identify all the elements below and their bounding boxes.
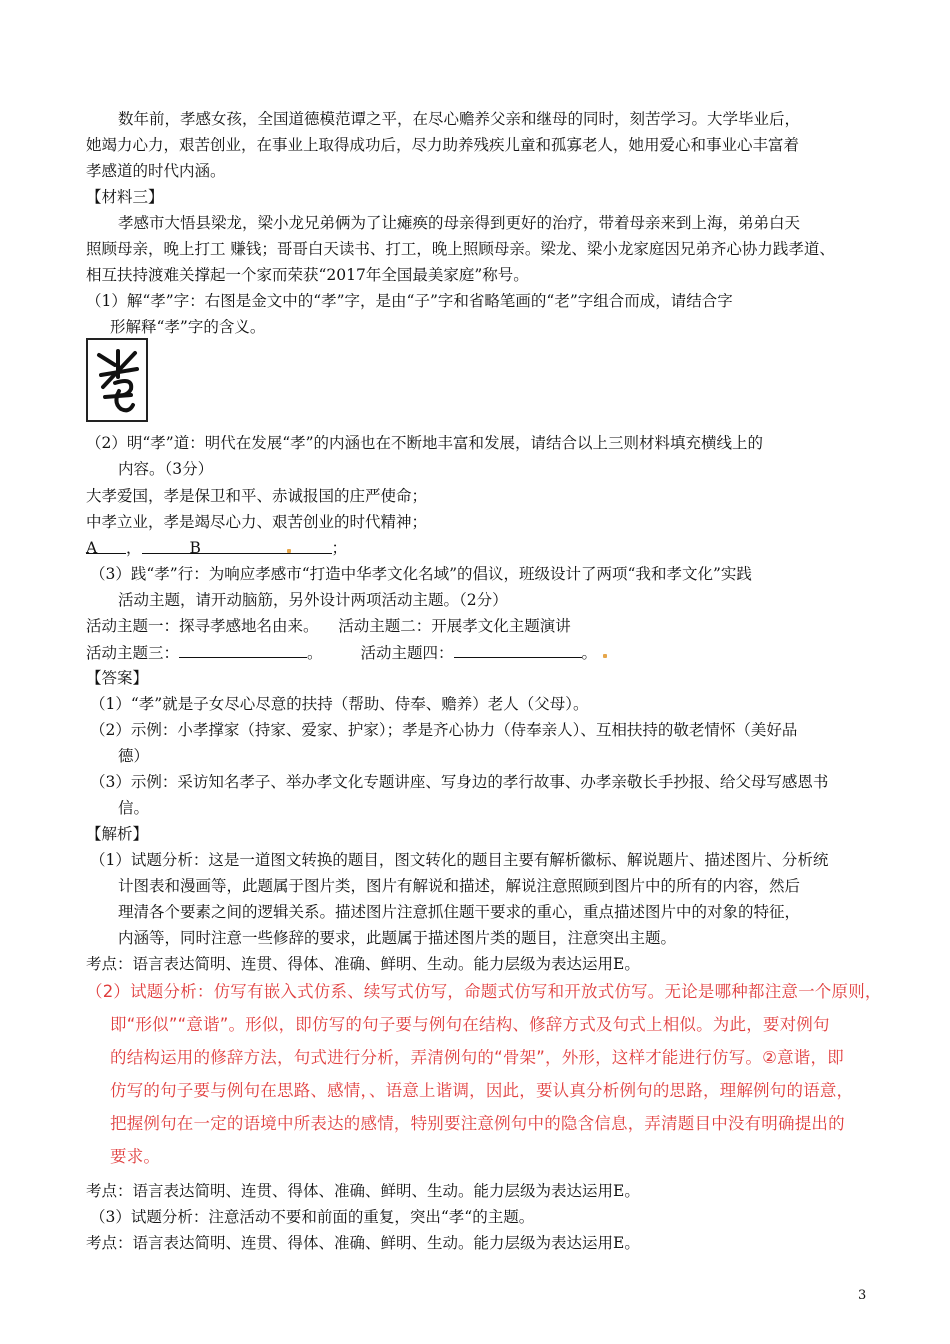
analysis-heading: 【解析】 xyxy=(86,825,149,843)
red-analysis-line: （2）试题分析：仿写有嵌入式仿系、续写式仿写，命题式仿写和开放式仿写。无论是哪种都注意一个原则， xyxy=(86,982,882,1001)
text-line: 照顾母亲，晚上打工 赚钱；哥哥白天读书、打工，晚上照顾母亲。梁龙、梁小龙家庭因兄弟齐心协力践孝道、 xyxy=(86,240,835,258)
text-line: 德） xyxy=(118,747,150,765)
answer-1: （1）“孝”就是子女尽心尽意的扶持（帮助、侍奉、赡养）老人（父母）。 xyxy=(90,695,589,713)
question-2: （2）明“孝”道：明代在发展“孝”的内涵也在不断地丰富和发展，请结合以上三则材料填充横线上的 xyxy=(86,434,764,452)
page-number: 3 xyxy=(858,1288,867,1303)
fill-blank-line: A ， B ； xyxy=(86,539,348,557)
answer-2: （2）示例：小孝撑家（持家、爱家、护家）；孝是齐心协力（侍奉亲人）、互相扶持的敬老情怀（美好品 xyxy=(90,721,798,739)
answer-heading: 【答案】 xyxy=(86,669,149,687)
analysis-3: （3）试题分析：注意活动不要和前面的重复，突出“孝“的主题。 xyxy=(90,1208,535,1226)
marker-dot xyxy=(603,654,607,658)
answer-3: （3）示例：采访知名孝子、举办孝文化专题讲座、写身边的孝行故事、办孝亲敬长手抄报、给父母写感恩书 xyxy=(90,773,829,791)
question-1: （1）解“孝”字：右图是金文中的“孝”字，是由“子”字和省略笔画的“老”字组合而成，请结合字 xyxy=(86,292,733,310)
text-line: 孝感道的时代内涵。 xyxy=(86,162,226,180)
text-line: 数年前，孝感女孩，全国道德模范谭之平，在尽心赡养父亲和继母的同时，刻苦学习。大学毕业后， xyxy=(118,110,801,128)
text-line: 内容。（3分） xyxy=(118,460,214,478)
text-line: 相互扶持渡难关撑起一个家而荣获“2017年全国最美家庭”称号。 xyxy=(86,266,529,284)
red-analysis-line: 把握例句在一定的语境中所表达的感情，特别要注意例句中的隐含信息，弄清题目中没有明确提出的 xyxy=(110,1114,845,1133)
text-line: 孝感市大悟县梁龙，梁小龙兄弟俩为了让瘫痪的母亲得到更好的治疗，带着母亲来到上海，弟弟白天 xyxy=(118,214,801,232)
blank-activity-4[interactable] xyxy=(454,641,582,658)
blank-b[interactable]: B xyxy=(142,537,332,554)
text-line: 计图表和漫画等，此题属于图片类，图片有解说和描述，解说注意照顾到图片中的所有的内容，然后 xyxy=(118,877,801,895)
text-line: 形解释“孝”字的含义。 xyxy=(110,318,266,336)
red-analysis-line: 要求。 xyxy=(110,1147,161,1166)
red-analysis-line: 的结构运用的修辞方法，句式进行分析，弄清例句的“骨架”，外形，这样才能进行仿写。②意谐，即 xyxy=(110,1048,844,1067)
kaodian-line: 考点：语言表达简明、连贯、得体、准确、鲜明、生动。能力层级为表达运用E。 xyxy=(86,1234,640,1252)
text-line: 信。 xyxy=(118,799,150,817)
kaodian-line: 考点：语言表达简明、连贯、得体、准确、鲜明、生动。能力层级为表达运用E。 xyxy=(86,1182,640,1200)
xiao-character-image xyxy=(86,338,148,422)
analysis-1: （1）试题分析：这是一道图文转换的题目，图文转化的题目主要有解析徽标、解说题片、描述图片、分析统 xyxy=(90,851,829,869)
text-line: 大孝爱国，孝是保卫和平、赤诚报国的庄严使命； xyxy=(86,487,428,505)
bronze-xiao-glyph-icon xyxy=(93,347,143,415)
kaodian-line: 考点：语言表达简明、连贯、得体、准确、鲜明、生动。能力层级为表达运用E。 xyxy=(86,955,640,973)
activity-line: 活动主题一：探寻孝感地名由来。 活动主题二：开展孝文化主题演讲 xyxy=(86,617,571,635)
marker-dot xyxy=(287,549,291,553)
text-line: 她竭力心力，艰苦创业，在事业上取得成功后，尽力助养残疾儿童和孤寡老人，她用爱心和事业心丰富着 xyxy=(86,136,800,154)
section-heading: 【材料三】 xyxy=(86,188,164,206)
text-line: 内涵等，同时注意一些修辞的要求，此题属于描述图片类的题目，注意突出主题。 xyxy=(118,929,677,947)
red-analysis-line: 即“形似”“意谐”。形似，即仿写的句子要与例句在结构、修辞方式及句式上相似。为此，要对例句 xyxy=(110,1015,830,1034)
text-line: 中孝立业，孝是竭尽心力、艰苦创业的时代精神； xyxy=(86,513,428,531)
red-analysis-line: 仿写的句子要与例句在思路、感情，、语意上谐调，因此，要认真分析例句的思路，理解例句的语意， xyxy=(110,1081,854,1100)
text-line: 活动主题，请开动脑筋，另外设计两项活动主题。（2分） xyxy=(118,591,508,609)
blank-a[interactable]: A xyxy=(86,537,126,554)
blank-activity-3[interactable] xyxy=(179,641,307,658)
question-3: （3）践“孝”行：为响应孝感市“打造中华孝文化名域”的倡议，班级设计了两项“我和孝文化”实践 xyxy=(90,565,752,583)
text-line: 理清各个要素之间的逻辑关系。描述图片注意抓住题干要求的重心，重点描述图片中的对象的特征， xyxy=(118,903,801,921)
activity-blank-line: 活动主题三： 。 活动主题四： 。 xyxy=(86,641,607,664)
